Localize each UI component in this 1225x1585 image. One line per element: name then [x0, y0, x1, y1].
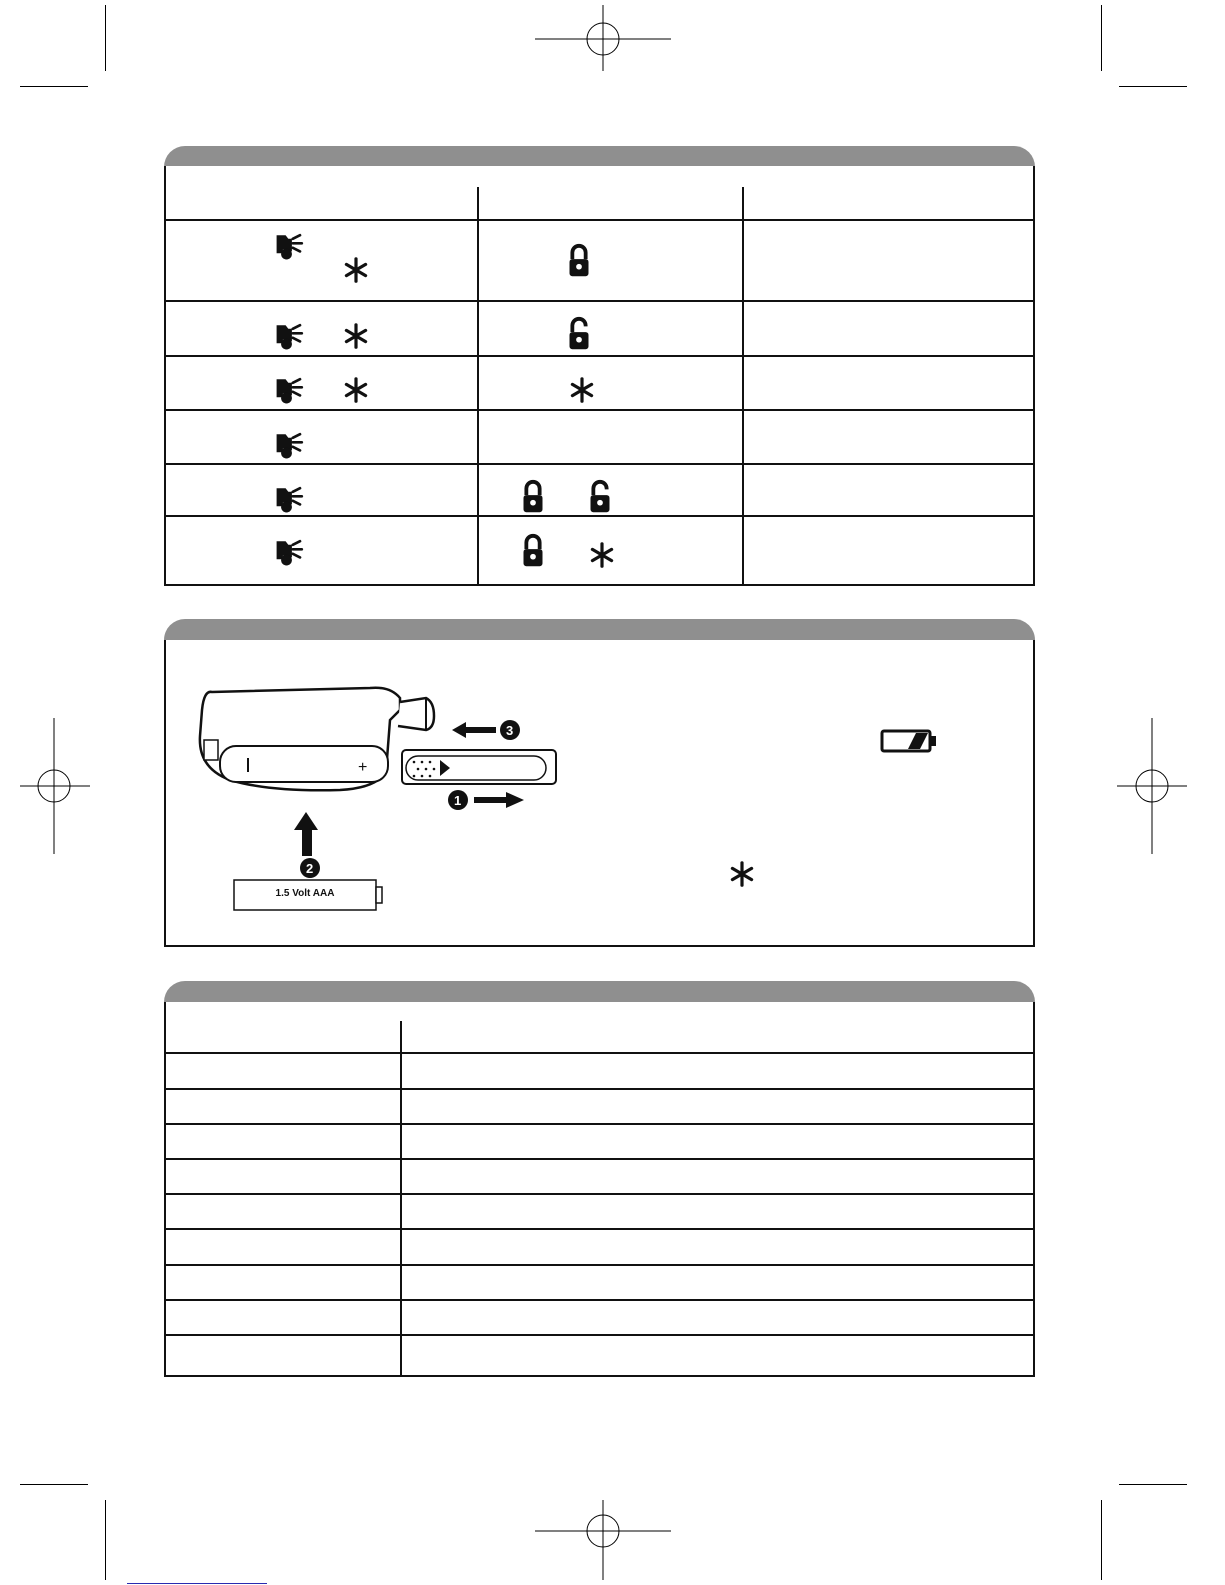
car-siren-icon: [273, 372, 309, 408]
car-siren-icon: [273, 481, 309, 517]
svg-text:3: 3: [506, 723, 514, 738]
lock-closed-icon: [514, 530, 552, 572]
car-siren-icon: [273, 427, 309, 463]
car-siren-icon: [273, 534, 309, 570]
battery-illustration: [190, 680, 590, 920]
lock-closed-icon: [514, 476, 552, 518]
asterisk-icon: [340, 374, 372, 406]
registration-mark-top: [535, 5, 671, 71]
lock-open-icon: [560, 313, 598, 355]
car-siren-icon: [273, 318, 309, 354]
spec-row-rule: [164, 1299, 1035, 1301]
asterisk-icon: [586, 539, 618, 571]
asterisk-icon: [340, 320, 372, 352]
asterisk-icon: [340, 254, 372, 286]
asterisk-icon: [566, 374, 598, 406]
svg-text:1: 1: [454, 793, 462, 808]
spec-row-rule: [164, 1123, 1035, 1125]
car-siren-icon: [273, 228, 309, 264]
spec-row-rule: [164, 1334, 1035, 1336]
registration-mark-bottom: [535, 1500, 671, 1580]
spec-row-rule: [164, 1264, 1035, 1266]
svg-text:2: 2: [306, 861, 314, 876]
lock-closed-icon: [560, 240, 598, 282]
spec-row-rule: [164, 1052, 1035, 1054]
specification-table: [164, 1002, 1035, 1377]
row-rule: [164, 463, 1035, 465]
battery-low-icon: [880, 728, 938, 754]
table-header-rule: [164, 219, 1035, 221]
battery-label: 1.5 Volt AAA: [275, 888, 335, 899]
asterisk-icon: [726, 858, 758, 890]
column-divider-2: [742, 187, 744, 586]
column-divider-1: [477, 187, 479, 586]
footer-underline: [127, 1583, 267, 1584]
spec-row-rule: [164, 1158, 1035, 1160]
row-rule: [164, 355, 1035, 357]
svg-text:+: +: [358, 759, 368, 776]
lock-open-icon: [581, 476, 619, 518]
spec-row-rule: [164, 1228, 1035, 1230]
registration-mark-right: [1117, 718, 1187, 854]
row-rule: [164, 300, 1035, 302]
spec-row-rule: [164, 1088, 1035, 1090]
spec-column-divider: [400, 1021, 402, 1377]
spec-row-rule: [164, 1193, 1035, 1195]
registration-mark-left: [20, 718, 90, 854]
row-rule: [164, 409, 1035, 411]
